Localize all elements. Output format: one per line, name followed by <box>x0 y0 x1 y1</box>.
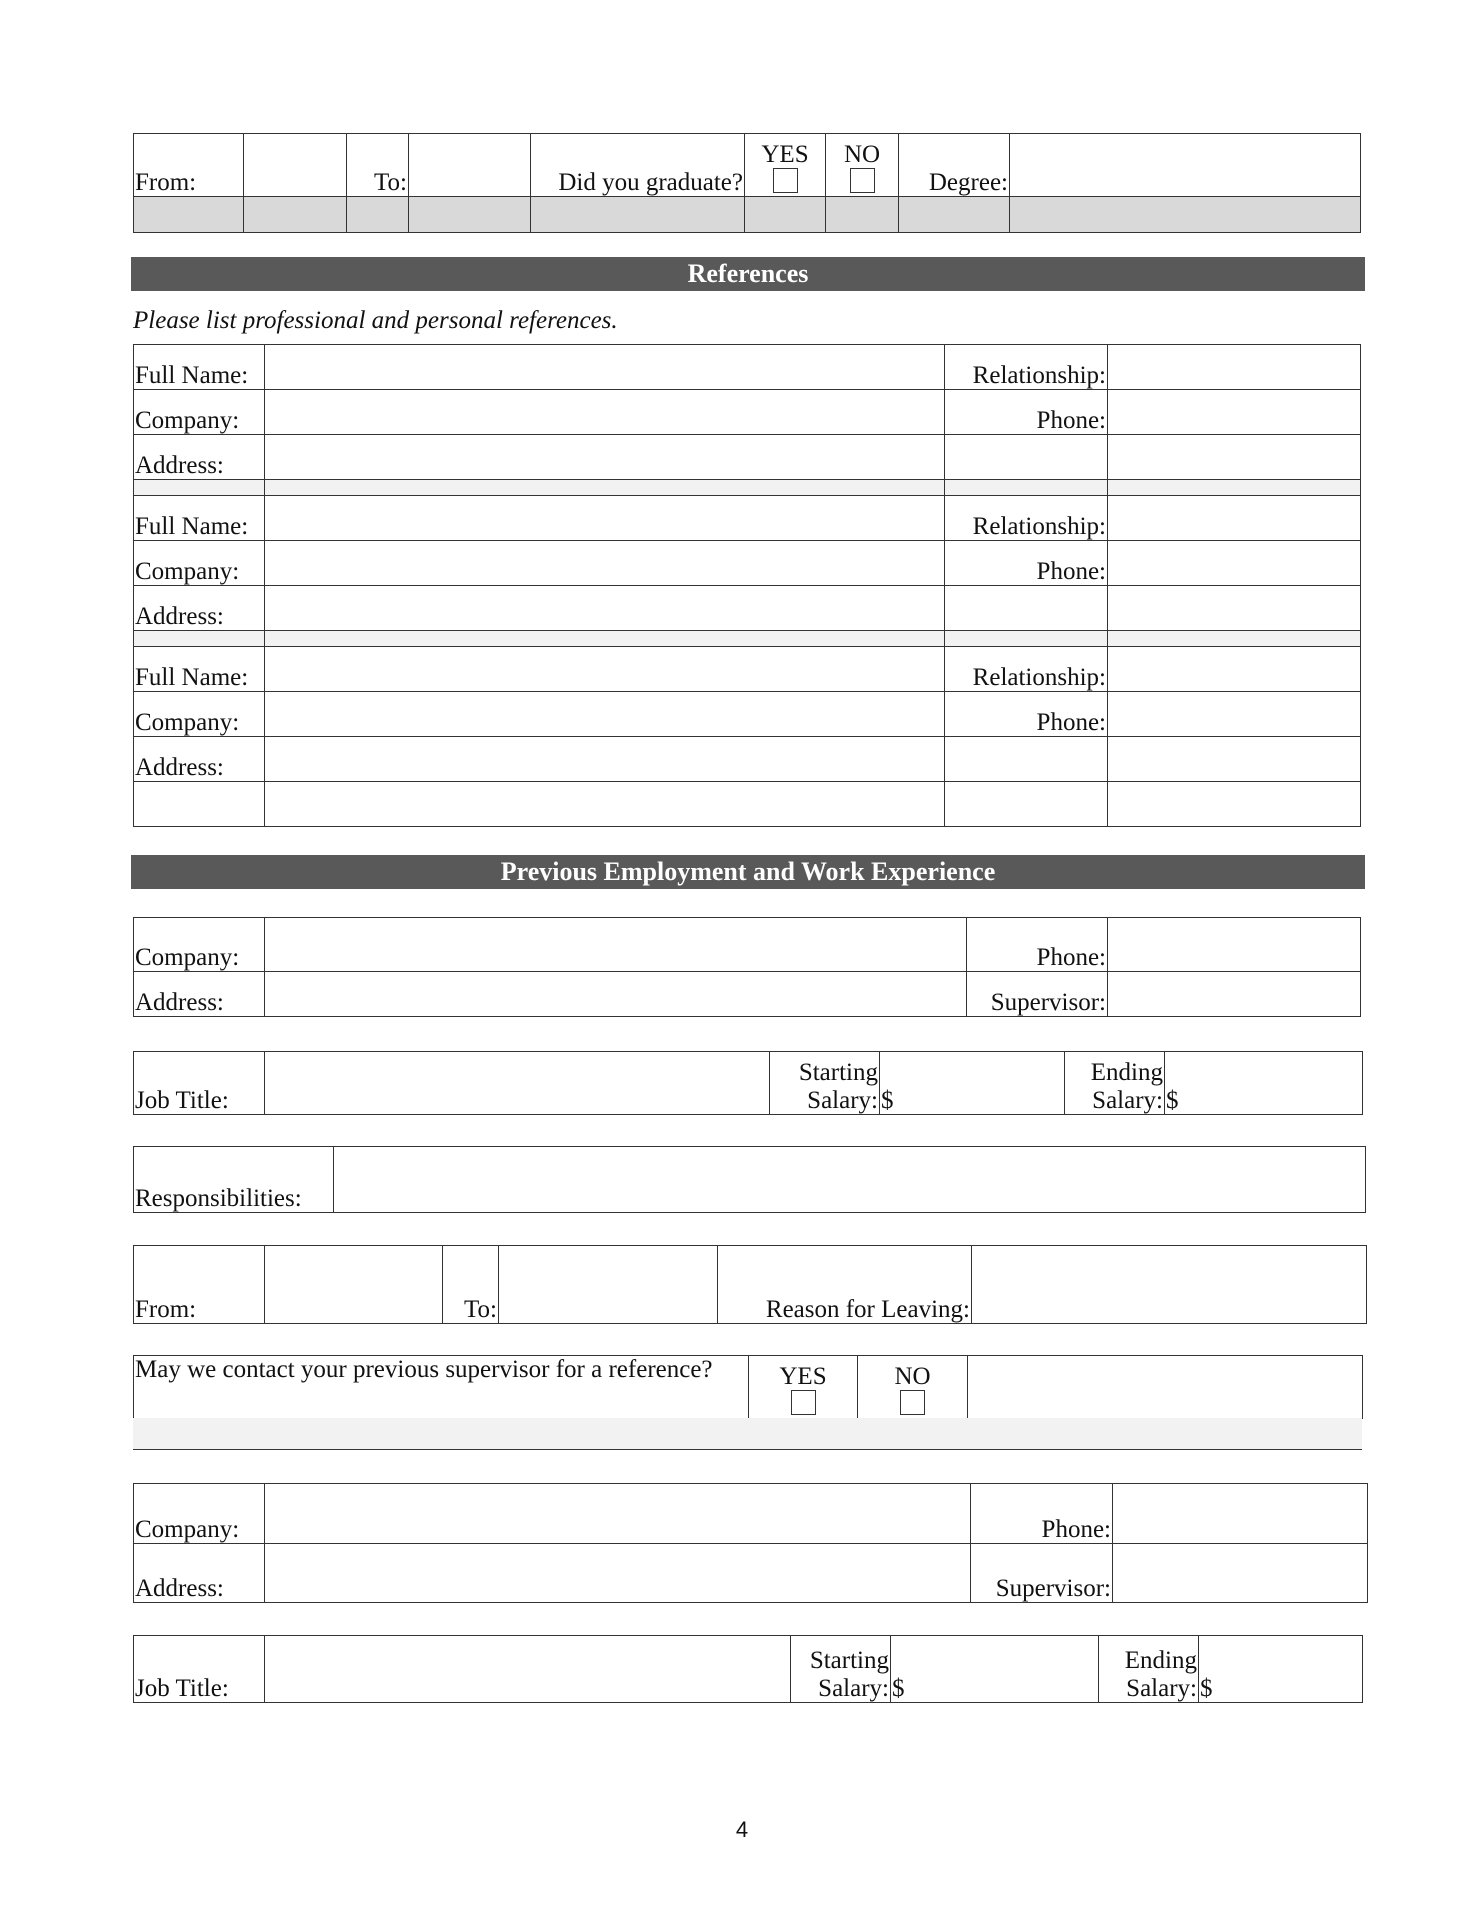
emp2-supervisor-label: Supervisor: <box>971 1544 1113 1603</box>
ref2-full-name-input[interactable] <box>265 496 945 541</box>
ref3-extra-cell[interactable] <box>945 782 1108 827</box>
emp1-to-label: To: <box>443 1246 499 1324</box>
edu-degree-label: Degree: <box>899 134 1010 197</box>
emp2-company-label: Company: <box>134 1484 265 1544</box>
ref1-address-extra[interactable] <box>1108 435 1361 480</box>
ref1-address-input[interactable] <box>265 435 945 480</box>
emp1-job-title-label: Job Title: <box>134 1052 265 1115</box>
education-table <box>133 133 1361 233</box>
spacer-cell <box>265 631 945 647</box>
edu-shade-cell <box>745 197 826 233</box>
emp2-ending-salary-label <box>1099 1636 1199 1703</box>
emp1-responsibilities-label: Responsibilities: <box>134 1147 334 1213</box>
ref3-address-label: Address: <box>134 737 265 782</box>
spacer-cell <box>134 631 265 647</box>
emp2-company-input[interactable] <box>265 1484 971 1544</box>
emp1-to-input[interactable] <box>499 1246 718 1324</box>
spacer-cell <box>265 480 945 496</box>
emp2-starting-salary-label <box>791 1636 891 1703</box>
ref1-company-label: Company: <box>134 390 265 435</box>
employer1-contact-table <box>133 917 1361 1017</box>
emp1-phone-input[interactable] <box>1108 918 1361 972</box>
ref2-full-name-label: Full Name: <box>134 496 265 541</box>
emp2-address-label: Address: <box>134 1544 265 1603</box>
ref3-relationship-label: Relationship: <box>945 647 1108 692</box>
emp1-from-input[interactable] <box>265 1246 443 1324</box>
employer1-contact-question-table <box>133 1355 1363 1419</box>
emp2-ending-dollar: $ <box>1200 1674 1213 1702</box>
ref3-company-input[interactable] <box>265 692 945 737</box>
edu-shade-cell <box>347 197 409 233</box>
ref2-company-label: Company: <box>134 541 265 586</box>
edu-yes-cell <box>745 134 826 197</box>
emp1-contact-no-checkbox[interactable] <box>900 1390 925 1415</box>
emp1-ending-salary-word: Salary: <box>1092 1086 1163 1114</box>
emp2-starting-salary-word: Salary: <box>818 1674 889 1702</box>
employer2-contact-table <box>133 1483 1368 1603</box>
ref2-phone-label: Phone: <box>945 541 1108 586</box>
emp1-company-input[interactable] <box>265 918 967 972</box>
emp1-reason-input[interactable] <box>972 1246 1367 1324</box>
edu-no-label: NO <box>843 140 881 168</box>
emp1-starting-label: Starting <box>798 1059 878 1086</box>
edu-to-label: To: <box>347 134 409 197</box>
ref1-phone-label: Phone: <box>945 390 1108 435</box>
ref1-full-name-label: Full Name: <box>134 345 265 390</box>
references-instruction: Please list professional and personal references. <box>133 307 618 334</box>
emp1-contact-yes-checkbox[interactable] <box>791 1390 816 1415</box>
edu-shade-cell <box>134 197 244 233</box>
ref3-extra-cell[interactable] <box>265 782 945 827</box>
employer1-job-table <box>133 1051 1363 1115</box>
edu-shade-cell <box>899 197 1010 233</box>
ref3-address-extra[interactable] <box>1108 737 1361 782</box>
spacer-cell <box>134 480 265 496</box>
ref3-extra-cell[interactable] <box>1108 782 1361 827</box>
ref1-address-label: Address: <box>134 435 265 480</box>
ref2-address-extra[interactable] <box>1108 586 1361 631</box>
employer1-responsibilities-table <box>133 1146 1366 1213</box>
ref2-phone-input[interactable] <box>1108 541 1361 586</box>
emp2-supervisor-input[interactable] <box>1113 1544 1368 1603</box>
emp1-starting-dollar: $ <box>881 1086 894 1114</box>
references-table <box>133 344 1361 827</box>
emp1-starting-salary-word: Salary: <box>807 1086 878 1114</box>
emp2-starting-label: Starting <box>809 1647 889 1674</box>
emp2-phone-label: Phone: <box>971 1484 1113 1544</box>
emp1-starting-salary-label <box>770 1052 880 1115</box>
references-section-header: References <box>131 257 1365 291</box>
emp1-contact-no-label: NO <box>894 1362 931 1390</box>
ref1-relationship-label: Relationship: <box>945 345 1108 390</box>
ref2-company-input[interactable] <box>265 541 945 586</box>
emp2-address-input[interactable] <box>265 1544 971 1603</box>
emp2-job-title-input[interactable] <box>265 1636 791 1703</box>
edu-shade-cell <box>1010 197 1361 233</box>
emp1-job-title-input[interactable] <box>265 1052 770 1115</box>
edu-shade-cell <box>531 197 745 233</box>
employment-section-header: Previous Employment and Work Experience <box>131 855 1365 889</box>
emp1-responsibilities-input[interactable] <box>334 1147 1366 1213</box>
ref2-address-extra[interactable] <box>945 586 1108 631</box>
emp1-contact-no-cell <box>858 1356 968 1419</box>
edu-shade-cell <box>826 197 899 233</box>
ref3-extra-cell[interactable] <box>134 782 265 827</box>
emp1-company-label: Company: <box>134 918 265 972</box>
ref2-address-input[interactable] <box>265 586 945 631</box>
emp1-contact-question: May we contact your previous supervisor for a reference? <box>134 1356 749 1419</box>
edu-degree-input[interactable] <box>1010 134 1361 197</box>
spacer-cell <box>945 480 1108 496</box>
spacer-cell <box>945 631 1108 647</box>
emp2-phone-input[interactable] <box>1113 1484 1368 1544</box>
emp1-reason-label: Reason for Leaving: <box>718 1246 972 1324</box>
ref1-full-name-input[interactable] <box>265 345 945 390</box>
emp1-address-input[interactable] <box>265 972 967 1017</box>
edu-no-checkbox[interactable] <box>850 168 875 193</box>
emp1-from-label: From: <box>134 1246 265 1324</box>
emp1-supervisor-input[interactable] <box>1108 972 1361 1017</box>
emp1-phone-label: Phone: <box>967 918 1108 972</box>
edu-yes-label: YES <box>761 140 809 168</box>
emp2-starting-salary-input[interactable] <box>891 1636 1099 1703</box>
ref1-relationship-input[interactable] <box>1108 345 1361 390</box>
ref3-company-label: Company: <box>134 692 265 737</box>
employer-separator-band <box>133 1418 1362 1449</box>
emp2-ending-salary-word: Salary: <box>1126 1674 1197 1702</box>
emp1-ending-salary-label <box>1065 1052 1165 1115</box>
employer-separator-line <box>133 1449 1362 1450</box>
employer1-dates-table <box>133 1245 1367 1324</box>
emp2-starting-dollar: $ <box>892 1674 905 1702</box>
emp1-supervisor-label: Supervisor: <box>967 972 1108 1017</box>
employer2-job-table <box>133 1635 1363 1703</box>
edu-no-cell <box>826 134 899 197</box>
ref3-phone-input[interactable] <box>1108 692 1361 737</box>
page-number: 4 <box>735 1817 749 1842</box>
emp1-ending-label: Ending <box>1090 1059 1163 1086</box>
ref1-company-input[interactable] <box>265 390 945 435</box>
emp1-ending-dollar: $ <box>1166 1086 1179 1114</box>
emp2-job-title-label: Job Title: <box>134 1636 265 1703</box>
ref1-address-extra[interactable] <box>945 435 1108 480</box>
emp2-ending-label: Ending <box>1124 1647 1197 1674</box>
ref3-relationship-input[interactable] <box>1108 647 1361 692</box>
spacer-cell <box>1108 480 1361 496</box>
emp1-contact-yes-cell <box>749 1356 858 1419</box>
spacer-cell <box>1108 631 1361 647</box>
ref3-full-name-label: Full Name: <box>134 647 265 692</box>
edu-yes-checkbox[interactable] <box>773 168 798 193</box>
edu-to-input[interactable] <box>409 134 531 197</box>
ref2-relationship-input[interactable] <box>1108 496 1361 541</box>
ref3-full-name-input[interactable] <box>265 647 945 692</box>
emp1-contact-yes-label: YES <box>779 1362 827 1390</box>
edu-shade-cell <box>244 197 347 233</box>
emp1-starting-salary-input[interactable] <box>880 1052 1065 1115</box>
edu-from-input[interactable] <box>244 134 347 197</box>
ref2-address-label: Address: <box>134 586 265 631</box>
edu-graduate-label: Did you graduate? <box>531 134 745 197</box>
ref3-phone-label: Phone: <box>945 692 1108 737</box>
emp1-contact-extra-input[interactable] <box>968 1356 1363 1419</box>
emp1-address-label: Address: <box>134 972 265 1017</box>
edu-shade-cell <box>409 197 531 233</box>
ref1-phone-input[interactable] <box>1108 390 1361 435</box>
emp2-ending-salary-input[interactable] <box>1199 1636 1363 1703</box>
emp1-ending-salary-input[interactable] <box>1165 1052 1363 1115</box>
ref3-address-input[interactable] <box>265 737 945 782</box>
edu-from-label: From: <box>134 134 244 197</box>
ref2-relationship-label: Relationship: <box>945 496 1108 541</box>
ref3-address-extra[interactable] <box>945 737 1108 782</box>
